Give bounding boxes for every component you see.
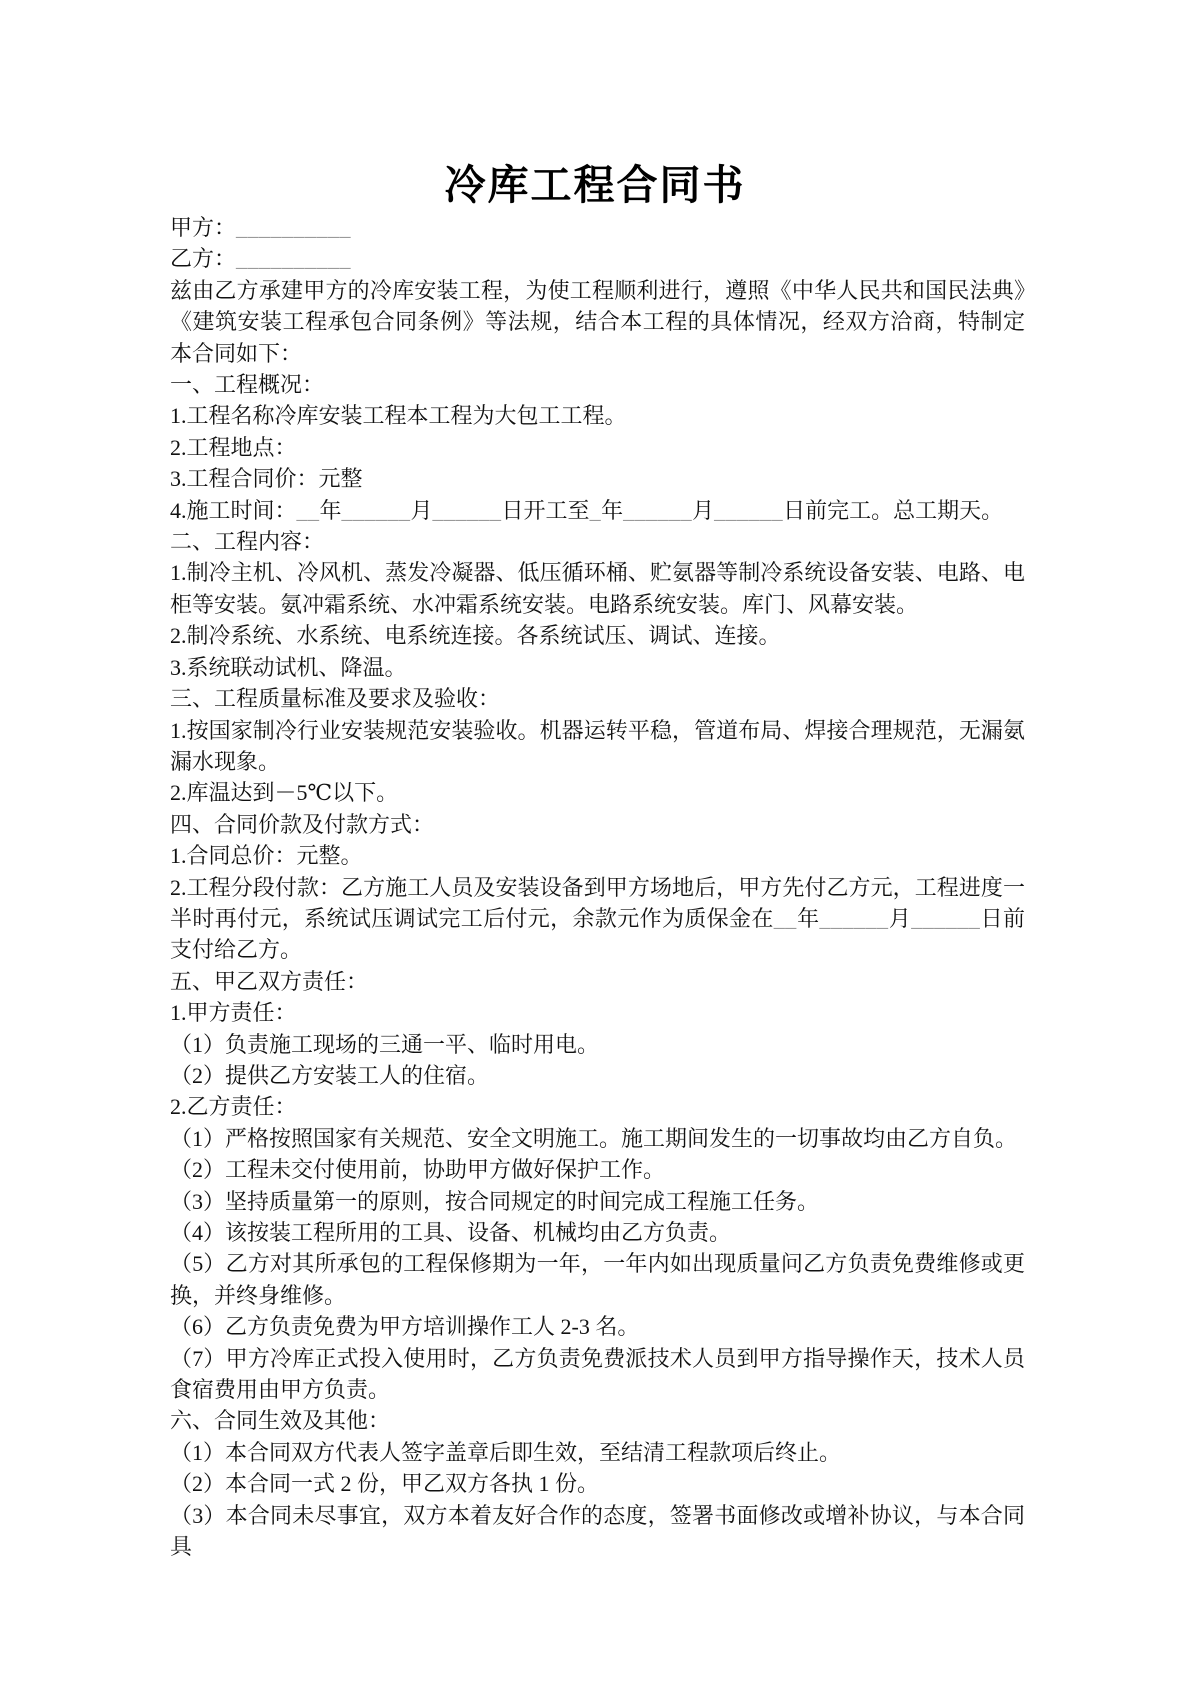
paragraph: （1）本合同双方代表人签字盖章后即生效，至结清工程款项后终止。 [170, 1439, 842, 1465]
paragraph: （5）乙方对其所承包的工程保修期为一年，一年内如出现质量问乙方负责免费维修或更换，并终身维修。 [170, 1251, 1025, 1308]
paragraph: 1.按国家制冷行业安装规范安装验收。机器运转平稳，管道布局、焊接合理规范，无漏氨漏水现象。 [170, 717, 1025, 774]
paragraph: 2.乙方责任： [170, 1094, 297, 1120]
blank-underline: __________ [236, 246, 352, 272]
paragraph: 兹由乙方承建甲方的冷库安装工程，为使工程顺利进行，遵照《中华人民共和国民法典》《建筑安装工程承包合同条例》等法规，结合本工程的具体情况，经双方洽商，特制定本合同如下： [170, 277, 1025, 366]
paragraph: 甲方：__________ [170, 215, 352, 240]
blank-underline: ______ [623, 497, 693, 523]
paragraph: （1）负责施工现场的三通一平、临时用电。 [170, 1031, 600, 1057]
paragraph: 一、工程概况： [170, 372, 325, 398]
paragraph: 1.甲方责任： [170, 1000, 297, 1026]
paragraph: 五、甲乙双方责任： [170, 968, 369, 994]
paragraph: 2.工程地点： [170, 434, 297, 460]
paragraph: 三、工程质量标准及要求及验收： [170, 686, 501, 712]
blank-underline: __________ [236, 215, 352, 240]
paragraph: （4）该按装工程所用的工具、设备、机械均由乙方负责。 [170, 1220, 732, 1245]
paragraph: （7）甲方冷库正式投入使用时，乙方负责免费派技术人员到甲方指导操作天，技术人员食宿费用由甲方负责。 [170, 1345, 1025, 1403]
blank-underline: ______ [911, 905, 981, 931]
document-title: 冷库工程合同书 [444, 162, 746, 208]
contract-body [170, 212, 1025, 1562]
paragraph: 2.工程分段付款：乙方施工人员及安装设备到甲方场地后，甲方先付乙方元，工程进度一半时再付元，系统试压调试完工后付元，余款元作为质保金在__年______月______日前支付给乙方。 [170, 874, 1025, 963]
paragraph: 四、合同价款及付款方式： [170, 811, 435, 837]
paragraph: 1.工程名称冷库安装工程本工程为大包工工程。 [170, 403, 627, 429]
blank-underline: ______ [432, 497, 502, 523]
paragraph: （2）工程未交付使用前，协助甲方做好保护工作。 [170, 1157, 666, 1183]
paragraph: 1.合同总价：元整。 [170, 843, 363, 869]
paragraph: （2）提供乙方安装工人的住宿。 [170, 1062, 490, 1088]
paragraph: 乙方：__________ [170, 246, 352, 272]
blank-underline: __ [296, 497, 320, 523]
paragraph: 2.制冷系统、水系统、电系统连接。各系统试压、调试、连接。 [170, 623, 781, 649]
blank-underline: ______ [819, 905, 889, 931]
paragraph: （6）乙方负责免费为甲方培训操作工人 2-3 名。 [170, 1314, 640, 1340]
paragraph: （1）严格按照国家有关规范、安全文明施工。施工期间发生的一切事故均由乙方自负。 [170, 1125, 1018, 1151]
blank-underline: _ [589, 497, 602, 523]
blank-underline: ______ [341, 497, 411, 523]
paragraph: 二、工程内容： [170, 529, 325, 555]
paragraph: 3.工程合同价：元整 [170, 466, 363, 492]
paragraph: 六、合同生效及其他： [170, 1408, 391, 1434]
paragraph: 4.施工时间：__年______月______日开工至_年______月______日前完工。总工期天。 [170, 497, 1004, 523]
paragraph: （3）本合同未尽事宜，双方本着友好合作的态度，签署书面修改或增补协议，与本合同具 [170, 1502, 1025, 1560]
paragraph: （2）本合同一式 2 份，甲乙双方各执 1 份。 [170, 1471, 600, 1497]
paragraph: （3）坚持质量第一的原则，按合同规定的时间完成工程施工任务。 [170, 1188, 820, 1214]
paragraph: 1.制冷主机、冷风机、蒸发冷凝器、低压循环桶、贮氨器等制冷系统设备安装、电路、电柜等安装。氨冲霜系统、水冲霜系统安装。电路系统安装。库门、风幕安装。 [170, 560, 1025, 617]
paragraph: 3.系统联动试机、降温。 [170, 654, 407, 680]
blank-underline: ______ [714, 497, 784, 523]
paragraph: 2.库温达到－5℃以下。 [170, 780, 399, 806]
blank-underline: __ [773, 905, 797, 931]
